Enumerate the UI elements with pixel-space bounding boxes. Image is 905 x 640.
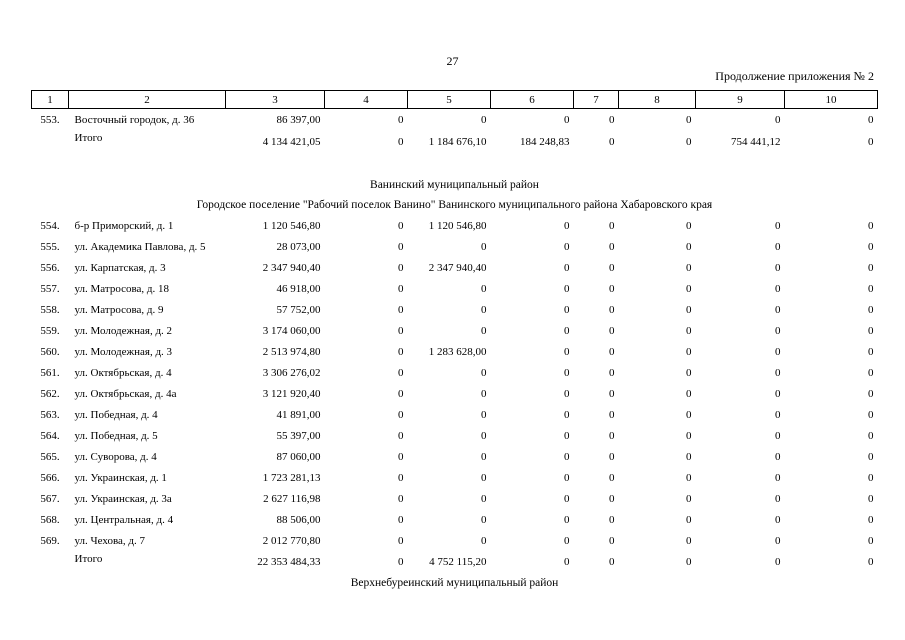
amount-cell: 0 xyxy=(398,513,404,526)
amount-cell: 0 xyxy=(481,366,487,379)
amount-cell: 0 xyxy=(481,387,487,400)
amount-cell: 2 627 116,98 xyxy=(263,492,321,505)
appendix-table xyxy=(31,90,878,593)
row-number: 553. xyxy=(40,113,60,126)
table-row xyxy=(32,509,878,530)
row-number: 562. xyxy=(40,387,60,400)
amount-cell: 3 306 276,02 xyxy=(262,366,321,379)
amount-cell: 0 xyxy=(775,345,781,358)
amount-cell: 0 xyxy=(398,387,404,400)
amount-cell: 88 506,00 xyxy=(276,513,321,526)
table-row xyxy=(32,320,878,341)
amount-cell: 0 xyxy=(775,556,781,568)
amount-cell: 0 xyxy=(481,240,487,253)
amount-cell: 0 xyxy=(564,261,570,274)
amount-cell: 0 xyxy=(775,387,781,400)
row-number: 565. xyxy=(40,450,60,463)
amount-cell: 0 xyxy=(686,113,692,126)
amount-cell: 0 xyxy=(686,492,692,505)
amount-cell: 0 xyxy=(775,534,781,547)
amount-cell: 0 xyxy=(398,135,404,148)
amount-cell: 0 xyxy=(686,408,692,421)
amount-cell: 0 xyxy=(398,113,404,126)
amount-cell: 0 xyxy=(481,113,487,126)
amount-cell: 0 xyxy=(775,324,781,337)
amount-cell: 0 xyxy=(868,429,874,442)
address-cell: ул. Центральная, д. 4 xyxy=(74,513,174,526)
amount-cell: 0 xyxy=(868,556,874,568)
amount-cell: 0 xyxy=(481,408,487,421)
amount-cell: 1 283 628,00 xyxy=(428,345,487,358)
address-cell: ул. Октябрьская, д. 4а xyxy=(74,387,177,400)
header-cell: 7 xyxy=(574,91,619,109)
amount-cell: 0 xyxy=(398,534,404,547)
amount-cell: 2 012 770,80 xyxy=(262,534,321,547)
amount-cell: 0 xyxy=(868,324,874,337)
table-row xyxy=(32,425,878,446)
amount-cell: 1 120 546,80 xyxy=(428,219,487,232)
amount-cell: 0 xyxy=(775,282,781,295)
amount-cell: 0 xyxy=(686,303,692,316)
settlement-title-row xyxy=(32,195,878,215)
amount-cell: 4 752 115,20 xyxy=(429,556,487,568)
amount-cell: 0 xyxy=(609,261,615,274)
amount-cell: 0 xyxy=(868,113,874,126)
page-number: 27 xyxy=(446,54,459,68)
amount-cell: 22 353 484,33 xyxy=(257,556,321,568)
amount-cell: 0 xyxy=(398,366,404,379)
row-number xyxy=(32,130,69,153)
amount-cell: 0 xyxy=(868,366,874,379)
amount-cell: 0 xyxy=(609,429,615,442)
amount-cell: 0 xyxy=(775,261,781,274)
header-cell: 6 xyxy=(491,91,574,109)
spacer-row xyxy=(32,153,878,175)
table-body xyxy=(32,91,878,594)
amount-cell: 0 xyxy=(686,135,692,148)
amount-cell: 55 397,00 xyxy=(276,429,321,442)
header-cell: 8 xyxy=(619,91,696,109)
amount-cell: 0 xyxy=(775,429,781,442)
amount-cell: 0 xyxy=(564,324,570,337)
amount-cell: 0 xyxy=(686,366,692,379)
address-cell: ул. Победная, д. 5 xyxy=(74,429,158,442)
amount-cell: 0 xyxy=(564,450,570,463)
amount-cell: 0 xyxy=(481,492,487,505)
amount-cell: 0 xyxy=(609,492,615,505)
amount-cell: 754 441,12 xyxy=(731,135,781,148)
amount-cell: 0 xyxy=(686,450,692,463)
table-row xyxy=(32,488,878,509)
amount-cell: 0 xyxy=(686,429,692,442)
header-cell: 2 xyxy=(69,91,226,109)
amount-cell: 0 xyxy=(868,240,874,253)
amount-cell: 0 xyxy=(868,282,874,295)
amount-cell: 0 xyxy=(398,345,404,358)
next-district-title: Верхнебуреинский муниципальный район xyxy=(350,577,559,589)
amount-cell: 46 918,00 xyxy=(276,282,321,295)
amount-cell: 0 xyxy=(686,471,692,484)
amount-cell: 0 xyxy=(564,556,570,568)
address-cell: ул. Академика Павлова, д. 5 xyxy=(74,240,206,253)
amount-cell: 184 248,83 xyxy=(520,135,570,148)
amount-cell: 1 120 546,80 xyxy=(262,219,321,232)
column-number-header xyxy=(32,91,878,109)
amount-cell: 1 723 281,13 xyxy=(262,471,321,484)
amount-cell: 28 073,00 xyxy=(276,240,321,253)
amount-cell: 87 060,00 xyxy=(276,450,321,463)
row-number: 554. xyxy=(40,219,60,232)
address-cell: ул. Молодежная, д. 3 xyxy=(74,345,173,358)
amount-cell: 0 xyxy=(609,513,615,526)
amount-cell: 0 xyxy=(564,219,570,232)
amount-cell: 0 xyxy=(868,471,874,484)
amount-cell: 0 xyxy=(398,324,404,337)
address-cell: ул. Матросова, д. 18 xyxy=(74,282,170,295)
amount-cell: 0 xyxy=(686,345,692,358)
settlement-title: Городское поселение "Рабочий поселок Ванино" Ванинского муниципального района Хабаровского края xyxy=(196,199,713,211)
amount-cell: 0 xyxy=(564,345,570,358)
amount-cell: 0 xyxy=(398,219,404,232)
next-district-title-row xyxy=(32,573,878,593)
table-row xyxy=(32,236,878,257)
table-row xyxy=(32,341,878,362)
row-number: 567. xyxy=(40,492,60,505)
amount-cell: 0 xyxy=(564,303,570,316)
amount-cell: 0 xyxy=(686,261,692,274)
row-number: 556. xyxy=(40,261,60,274)
amount-cell: 0 xyxy=(481,534,487,547)
amount-cell: 0 xyxy=(564,534,570,547)
address-cell: ул. Суворова, д. 4 xyxy=(74,450,157,463)
amount-cell: 0 xyxy=(481,471,487,484)
amount-cell: 0 xyxy=(686,324,692,337)
continuation-label: Продолжение приложения № 2 xyxy=(715,69,874,83)
amount-cell: 0 xyxy=(398,450,404,463)
amount-cell: 0 xyxy=(686,282,692,295)
address-cell: Восточный городок, д. 36 xyxy=(74,113,195,126)
row-number: 564. xyxy=(40,429,60,442)
amount-cell: 0 xyxy=(868,513,874,526)
amount-cell: 0 xyxy=(609,450,615,463)
header-cell: 5 xyxy=(408,91,491,109)
amount-cell: 0 xyxy=(686,556,692,568)
amount-cell: 0 xyxy=(868,261,874,274)
amount-cell: 1 184 676,10 xyxy=(428,135,487,148)
header-cell: 4 xyxy=(325,91,408,109)
amount-cell: 2 347 940,40 xyxy=(428,261,487,274)
table-row xyxy=(32,257,878,278)
row-number: 560. xyxy=(40,345,60,358)
amount-cell: 0 xyxy=(775,303,781,316)
amount-cell: 0 xyxy=(609,471,615,484)
amount-cell: 0 xyxy=(564,240,570,253)
amount-cell: 0 xyxy=(564,408,570,421)
amount-cell: 0 xyxy=(481,450,487,463)
district-title-row xyxy=(32,175,878,195)
amount-cell: 0 xyxy=(609,135,615,148)
amount-cell: 0 xyxy=(868,387,874,400)
header-cell: 10 xyxy=(785,91,878,109)
amount-cell: 0 xyxy=(775,408,781,421)
amount-cell: 0 xyxy=(775,240,781,253)
address-cell: ул. Победная, д. 4 xyxy=(74,408,158,421)
amount-cell: 0 xyxy=(564,113,570,126)
address-cell: ул. Матросова, д. 9 xyxy=(74,303,164,316)
row-number: 563. xyxy=(40,408,60,421)
amount-cell: 0 xyxy=(398,556,404,568)
amount-cell: 0 xyxy=(398,471,404,484)
amount-cell: 4 134 421,05 xyxy=(262,135,321,148)
row-number: 558. xyxy=(40,303,60,316)
amount-cell: 0 xyxy=(609,387,615,400)
amount-cell: 0 xyxy=(398,303,404,316)
row-number: 566. xyxy=(40,471,60,484)
amount-cell: 3 174 060,00 xyxy=(262,324,321,337)
row-number xyxy=(32,551,69,573)
table-row xyxy=(32,467,878,488)
amount-cell: 0 xyxy=(775,366,781,379)
total-row xyxy=(32,551,878,573)
amount-cell: 0 xyxy=(564,429,570,442)
address-cell: ул. Чехова, д. 7 xyxy=(74,534,146,547)
amount-cell: 0 xyxy=(398,261,404,274)
amount-cell: 86 397,00 xyxy=(276,113,321,126)
row-number: 559. xyxy=(40,324,60,337)
amount-cell: 0 xyxy=(609,408,615,421)
row-number: 555. xyxy=(40,240,60,253)
amount-cell: 2 513 974,80 xyxy=(262,345,321,358)
total-row xyxy=(32,130,878,153)
amount-cell: 0 xyxy=(609,282,615,295)
amount-cell: 0 xyxy=(564,471,570,484)
amount-cell: 0 xyxy=(775,219,781,232)
amount-cell: 0 xyxy=(868,534,874,547)
amount-cell: 0 xyxy=(398,429,404,442)
address-cell: б-р Приморский, д. 1 xyxy=(74,219,174,232)
amount-cell: 41 891,00 xyxy=(276,408,321,421)
table-row xyxy=(32,446,878,467)
district-title: Ванинский муниципальный район xyxy=(370,179,539,191)
amount-cell: 0 xyxy=(868,135,874,148)
table-row xyxy=(32,299,878,320)
amount-cell: 0 xyxy=(868,303,874,316)
amount-cell: 0 xyxy=(609,556,615,568)
amount-cell: 0 xyxy=(686,513,692,526)
address-cell: ул. Молодежная, д. 2 xyxy=(74,324,173,337)
amount-cell: 0 xyxy=(609,219,615,232)
amount-cell: 0 xyxy=(609,345,615,358)
amount-cell: 0 xyxy=(868,408,874,421)
amount-cell: 0 xyxy=(609,240,615,253)
address-cell: Итого xyxy=(74,553,103,565)
header-cell: 9 xyxy=(696,91,785,109)
amount-cell: 0 xyxy=(775,492,781,505)
row-number: 569. xyxy=(40,534,60,547)
amount-cell: 0 xyxy=(686,387,692,400)
header-cell: 1 xyxy=(32,91,69,109)
address-cell: ул. Октябрьская, д. 4 xyxy=(74,366,172,379)
amount-cell: 0 xyxy=(775,113,781,126)
amount-cell: 0 xyxy=(609,324,615,337)
amount-cell: 0 xyxy=(868,345,874,358)
amount-cell: 0 xyxy=(564,387,570,400)
amount-cell: 0 xyxy=(481,324,487,337)
amount-cell: 0 xyxy=(686,240,692,253)
table-row xyxy=(32,278,878,299)
amount-cell: 0 xyxy=(609,113,615,126)
amount-cell: 0 xyxy=(868,219,874,232)
amount-cell: 0 xyxy=(398,240,404,253)
amount-cell: 0 xyxy=(564,366,570,379)
amount-cell: 0 xyxy=(686,534,692,547)
amount-cell: 0 xyxy=(868,492,874,505)
amount-cell: 0 xyxy=(481,303,487,316)
amount-cell: 0 xyxy=(775,513,781,526)
amount-cell: 0 xyxy=(868,450,874,463)
row-number: 561. xyxy=(40,366,60,379)
amount-cell: 0 xyxy=(775,471,781,484)
amount-cell: 0 xyxy=(609,303,615,316)
amount-cell: 57 752,00 xyxy=(276,303,321,316)
table-row xyxy=(32,530,878,551)
amount-cell: 0 xyxy=(398,492,404,505)
row-number: 568. xyxy=(40,513,60,526)
table-row xyxy=(32,215,878,236)
amount-cell: 0 xyxy=(609,366,615,379)
table-row xyxy=(32,383,878,404)
amount-cell: 0 xyxy=(686,219,692,232)
amount-cell: 0 xyxy=(564,492,570,505)
amount-cell: 0 xyxy=(564,282,570,295)
amount-cell: 0 xyxy=(609,534,615,547)
amount-cell: 0 xyxy=(481,429,487,442)
table-row xyxy=(32,109,878,131)
address-cell: ул. Карпатская, д. 3 xyxy=(74,261,166,274)
amount-cell: 3 121 920,40 xyxy=(262,387,321,400)
amount-cell: 0 xyxy=(398,282,404,295)
amount-cell: 2 347 940,40 xyxy=(262,261,321,274)
table-row xyxy=(32,404,878,425)
address-cell: ул. Украинская, д. 1 xyxy=(74,471,167,484)
address-cell: ул. Украинская, д. 3а xyxy=(74,492,172,505)
address-cell: Итого xyxy=(74,132,103,144)
amount-cell: 0 xyxy=(564,513,570,526)
table-row xyxy=(32,362,878,383)
amount-cell: 0 xyxy=(481,513,487,526)
row-number: 557. xyxy=(40,282,60,295)
amount-cell: 0 xyxy=(398,408,404,421)
amount-cell: 0 xyxy=(775,450,781,463)
amount-cell: 0 xyxy=(481,282,487,295)
header-cell: 3 xyxy=(226,91,325,109)
